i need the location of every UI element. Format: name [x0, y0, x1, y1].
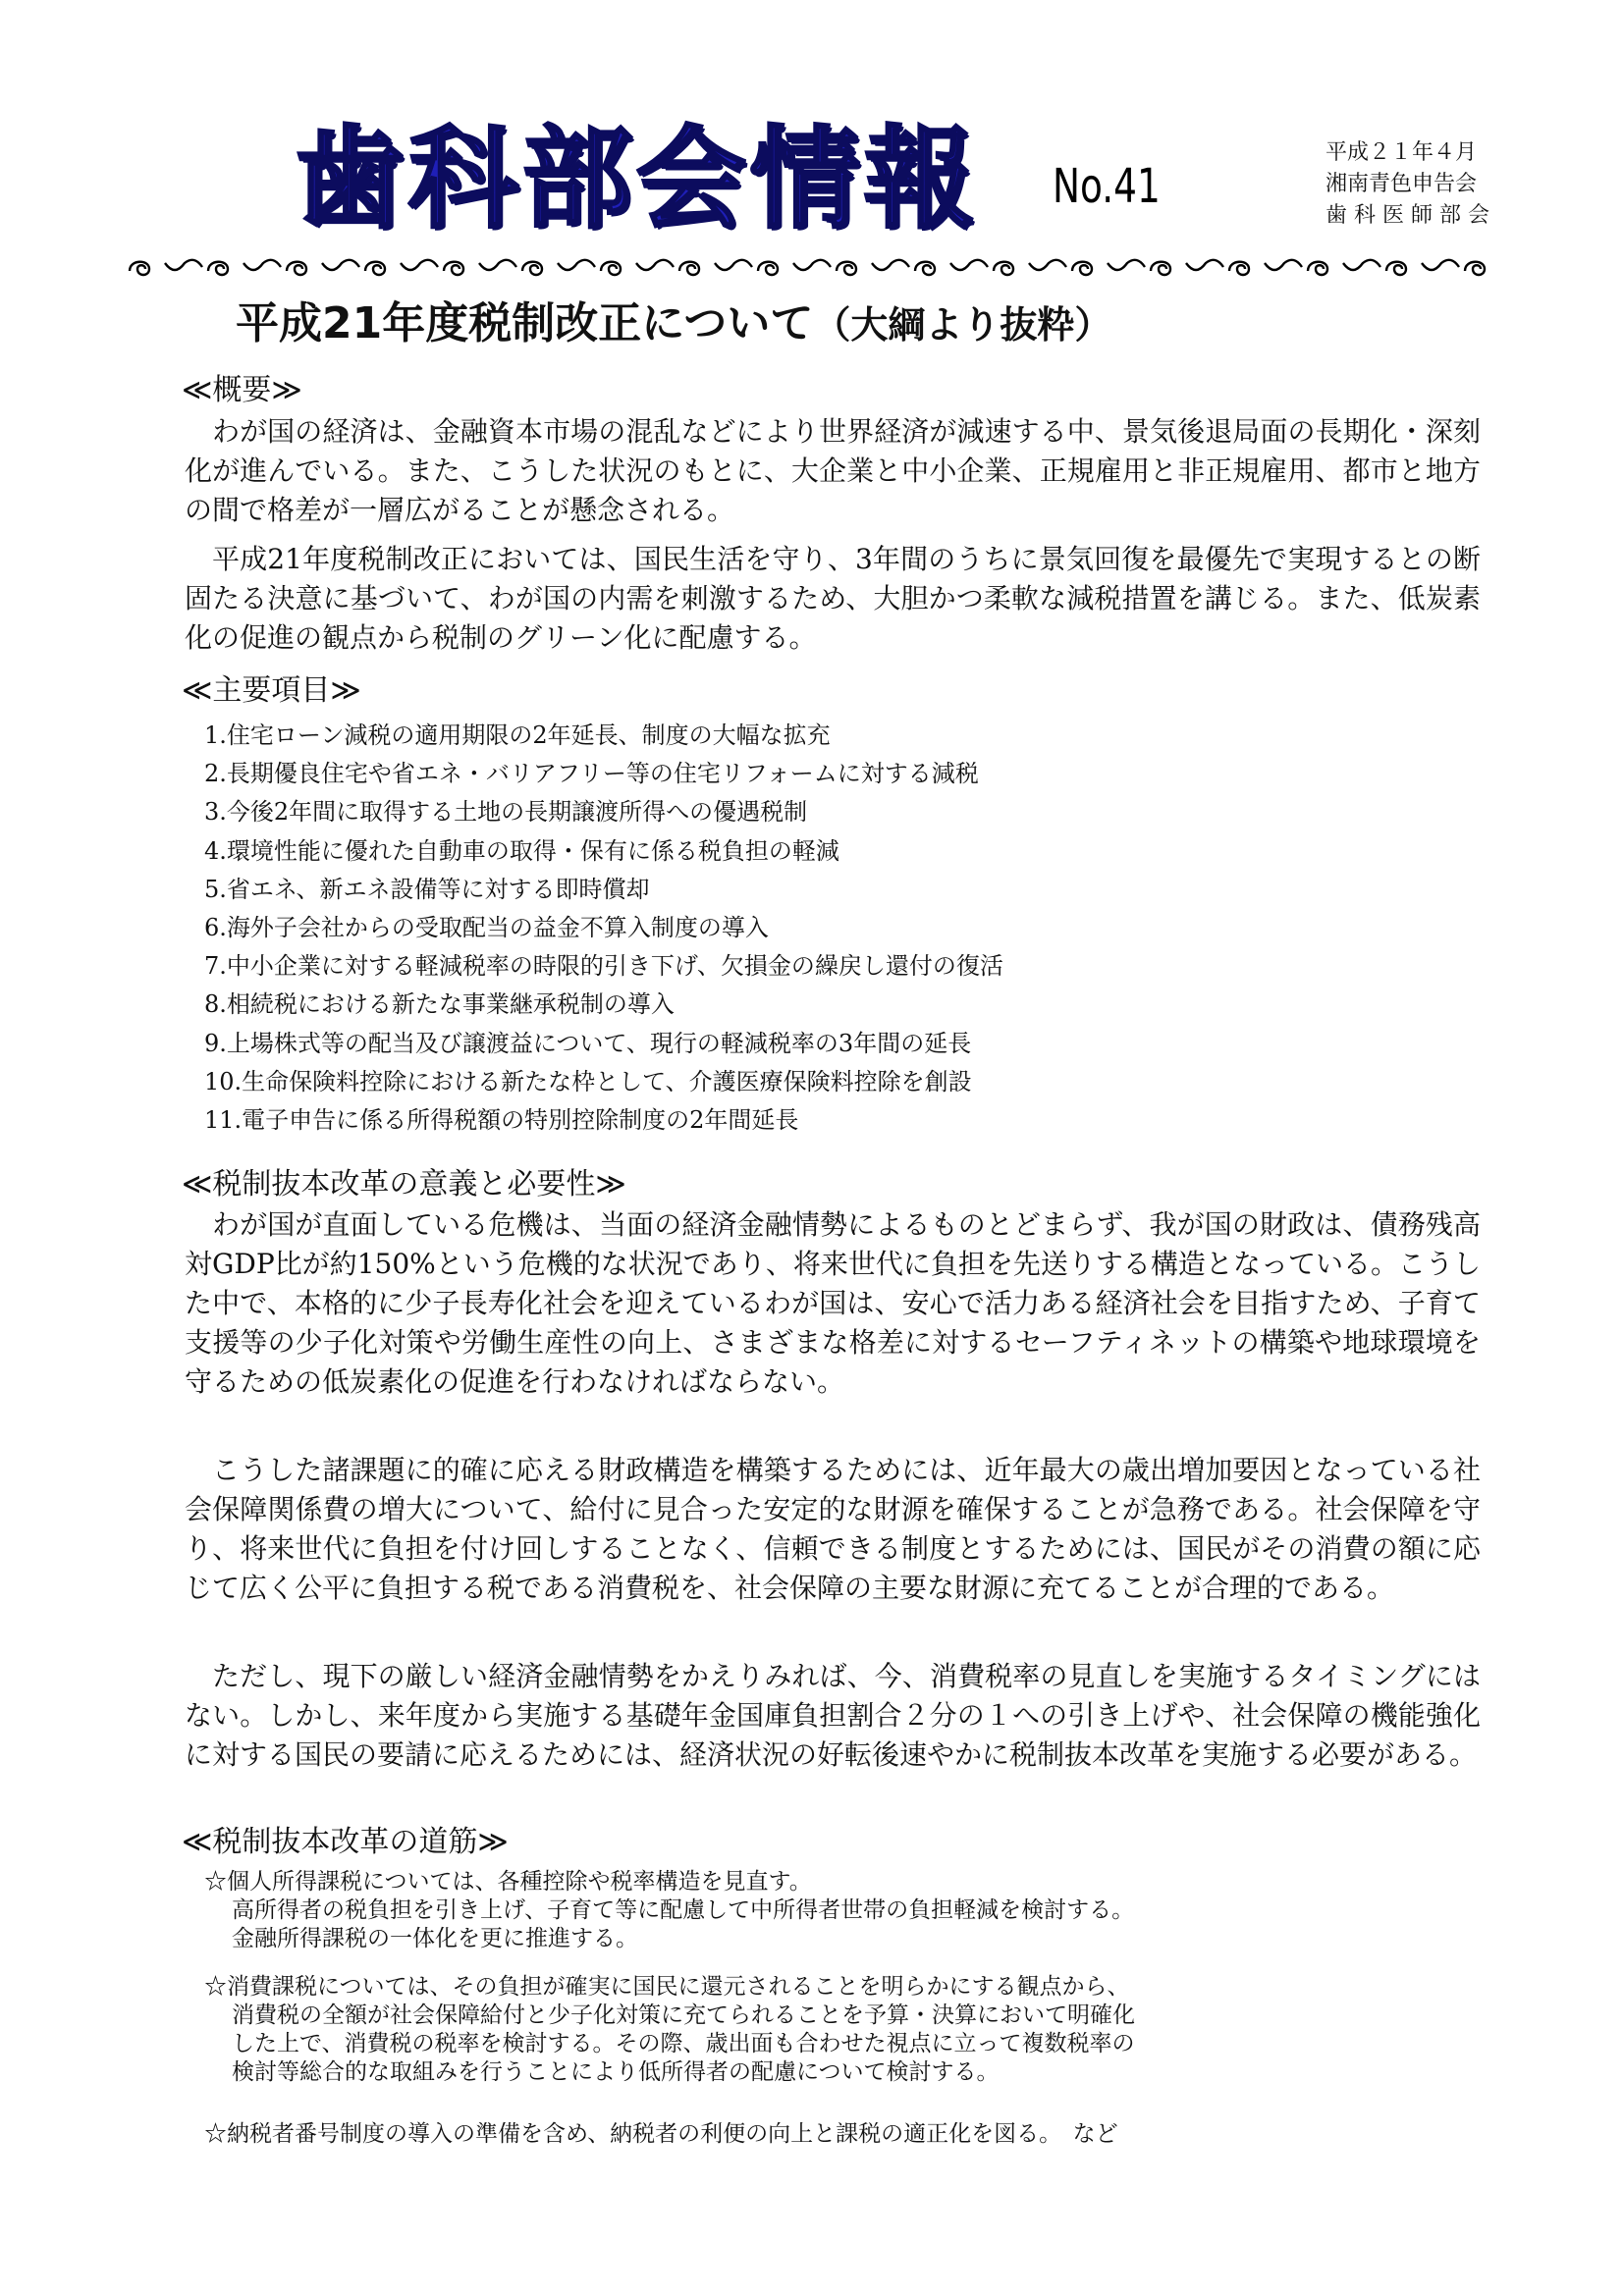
divider-curl	[715, 260, 752, 270]
main-items-list	[204, 717, 1481, 1140]
section-heading-significance: ≪税制抜本改革の意義と必要性≫	[182, 1167, 626, 1201]
list-item: 3.今後2年間に取得する土地の長期譲渡所得への優遇税制	[204, 798, 808, 827]
section-heading-roadmap: ≪税制抜本改革の道筋≫	[182, 1825, 509, 1859]
list-item: 4.環境性能に優れた自動車の取得・保有に係る税負担の軽減	[204, 836, 839, 865]
divider-curl	[837, 262, 856, 275]
divider-curl	[522, 262, 542, 275]
bullet-line: 高所得者の税負担を引き上げ、子育て等に配慮して中所得者世帯の負担軽減を検討する。	[232, 1897, 1135, 1923]
divider-curl	[872, 260, 909, 270]
divider-curl	[1343, 260, 1380, 270]
divider-curl	[322, 260, 359, 270]
issuer-association: 湘南青色申告会	[1325, 172, 1478, 196]
divider-curl	[287, 262, 306, 275]
list-item: 9.上場株式等の配当及び譲渡益について、現行の軽減税率の3年間の延長	[204, 1029, 972, 1057]
roadmap-bullet	[204, 2120, 1481, 2149]
divider-curl	[479, 260, 516, 270]
bullet-line: した上で、消費税の税率を検討する。その際、歳出面も合わせた視点に立って複数税率の	[232, 2031, 1135, 2056]
divider-curl	[758, 262, 778, 275]
divider-curl	[1151, 262, 1170, 275]
divider-curl	[208, 262, 228, 275]
divider-curl	[1108, 260, 1145, 270]
divider-curl	[1029, 260, 1066, 270]
divider-curl	[401, 260, 438, 270]
divider-curl	[558, 260, 595, 270]
issuer-block	[1325, 137, 1620, 232]
page-title-main: 平成21年度税制改正について	[236, 298, 814, 348]
issue-date: 平成２１年４月	[1325, 140, 1478, 165]
significance-paragraph: ただし、現下の厳しい経済金融情勢をかえりみれば、今、消費税率の見直しを実施するタイミングにはない。しかし、来年度から実施する基礎年金国庫負担割合２分の１への引き上げや、社会保障の機能強化に対する国民の要請に応えるためには、経済状況の好転後速やかに税制抜本改革を実施する必要がある。	[185, 1660, 1481, 1771]
divider-curl	[1308, 262, 1327, 275]
list-item: 7.中小企業に対する軽減税率の時限的引き下げ、欠損金の繰戻し還付の復活	[204, 952, 1003, 981]
page-title-subtitle: （大綱より抜粋）	[813, 303, 1112, 347]
bullet-line: ☆個人所得課税については、各種控除や税率構造を見直す。	[204, 1869, 812, 1895]
section-heading-overview: ≪概要≫	[182, 373, 302, 407]
list-item: 8.相続税における新たな事業継承税制の導入	[204, 990, 675, 1019]
divider-curl	[1072, 262, 1092, 275]
list-item: 11.電子申告に係る所得税額の特別控除制度の2年間延長	[204, 1106, 799, 1135]
list-item: 1.住宅ローン減税の適用期限の2年延長、制度の大幅な拡充	[204, 721, 831, 749]
bullet-line: ☆消費課税については、その負担が確実に国民に還元されることを明らかにする観点から、	[204, 1974, 1130, 2000]
roadmap-bullet	[204, 1868, 1481, 1953]
divider-curl	[994, 262, 1013, 275]
decorative-divider	[126, 253, 1500, 283]
divider-curl	[636, 260, 674, 270]
divider-curl	[1465, 262, 1485, 275]
divider-curl	[130, 262, 149, 275]
bullet-line: 検討等総合的な取組みを行うことにより低所得者の配慮について検討する。	[232, 2059, 1000, 2085]
divider-curl	[1422, 260, 1459, 270]
divider-curl	[243, 260, 281, 270]
list-item: 6.海外子会社からの受取配当の益金不算入制度の導入	[204, 914, 769, 942]
list-item: 2.長期優良住宅や省エネ・バリアフリー等の住宅リフォームに対する減税	[204, 760, 979, 788]
bullet-line: ☆納税者番号制度の導入の準備を含め、納税者の利便の向上と課税の適正化を図る。 など	[204, 2121, 1118, 2147]
divider-curl	[444, 262, 463, 275]
bullet-line: 消費税の全額が社会保障給付と少子化対策に充てられることを予算・決算において明確化	[232, 2002, 1135, 2028]
significance-paragraph: わが国が直面している危機は、当面の経済金融情勢によるものとどまらず、我が国の財政は、債務残高対GDP比が約150%という危機的な状況であり、将来世代に負担を先送りする構造となっている。こうした中で、本格的に少子長寿化社会を迎えているわが国は、安心で活力ある経済社会を目指すため、子育て支援等の少子化対策や労働生産性の向上、さまざまな格差に対するセーフティネットの構築や地球環境を守るための低炭素化の促進を行わなければならない。	[185, 1208, 1481, 1398]
issuer-division: 歯 科 医 師 部 会	[1325, 203, 1489, 228]
newsletter-title: 歯科部会情報	[295, 116, 978, 243]
bullet-line: 金融所得課税の一体化を更に推進する。	[232, 1926, 638, 1951]
overview-paragraph: わが国の経済は、金融資本市場の混乱などにより世界経済が減速する中、景気後退局面の長期化・深刻化が進んでいる。また、こうした状況のもとに、大企業と中小企業、正規雇用と非正規雇用、都市と地方の間で格差が一層広がることが懸念される。	[185, 415, 1481, 526]
page-title	[236, 294, 1414, 354]
divider-curl	[793, 260, 831, 270]
divider-curl	[915, 262, 935, 275]
divider-curl	[1265, 260, 1302, 270]
overview-paragraph: 平成21年度税制改正においては、国民生活を守り、3年間のうちに景気回復を最優先で実現するとの断固たる決意に基づいて、わが国の内需を刺激するため、大胆かつ柔軟な減税措置を講じる。また、低炭素化の促進の観点から税制のグリーン化に配慮する。	[185, 543, 1481, 654]
list-item: 10.生命保険料控除における新たな枠として、介護医療保険料控除を創設	[204, 1067, 972, 1095]
divider-curl	[165, 260, 202, 270]
significance-paragraph: こうした諸課題に的確に応える財政構造を構築するためには、近年最大の歳出増加要因となっている社会保障関係費の増大について、給付に見合った安定的な財源を確保することが急務である。社会保障を守り、将来世代に負担を付け回しすることなく、信頼できる制度とするためには、国民がその消費の額に応じて広く公平に負担する税である消費税を、社会保障の主要な財源に充てることが合理的である。	[185, 1454, 1481, 1604]
divider-curl	[679, 262, 699, 275]
issue-number: No.41	[1053, 159, 1161, 214]
divider-curl	[1186, 260, 1223, 270]
divider-curl	[950, 260, 988, 270]
divider-curl	[601, 262, 621, 275]
divider-curl	[365, 262, 385, 275]
roadmap-bullet	[204, 1973, 1481, 2087]
divider-curl	[1229, 262, 1249, 275]
divider-curl	[1386, 262, 1406, 275]
section-heading-main-items: ≪主要項目≫	[182, 673, 361, 708]
list-item: 5.省エネ、新エネ設備等に対する即時償却	[204, 875, 650, 903]
